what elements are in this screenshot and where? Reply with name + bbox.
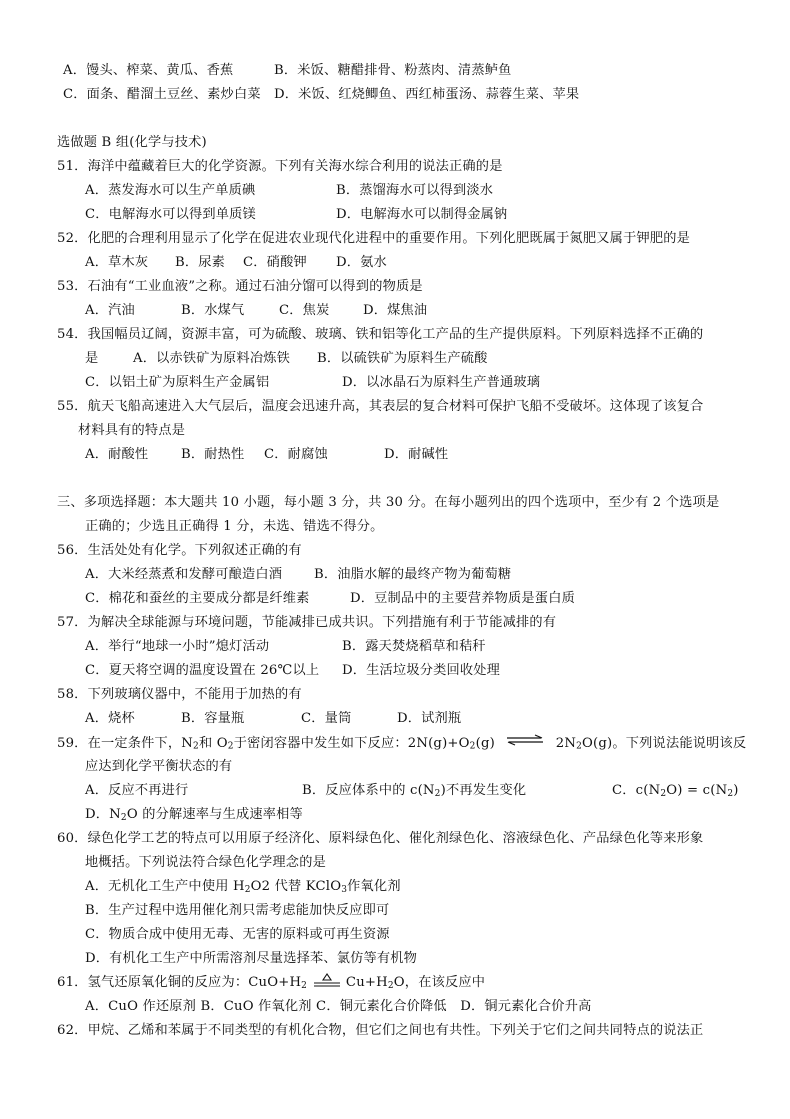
q53-stem: 53．石油有“工业血液”之称。通过石油分馏可以得到的物质是 [57, 279, 423, 294]
q62-stem: 62．甲烷、乙烯和苯属于不同类型的有机化合物，但它们之间也有共性。下列关于它们之间共同特点的说法正 [57, 1023, 704, 1038]
subscript: 2 [660, 789, 667, 799]
heat-condition-icon [312, 975, 342, 991]
q59-option-d-text: D．N [85, 807, 121, 822]
q56-stem: 56．生活处处有化学。下列叙述正确的有 [57, 543, 302, 558]
q58-option-c: C．量筒 [301, 711, 352, 726]
q59-option-a: A．反应不再进行 [85, 783, 189, 798]
q52-option-a: A．草木灰 [85, 255, 149, 270]
q59-option-b-text: )不再发生变化 [440, 783, 527, 798]
q59-option-c-text: O) = c(N [666, 783, 728, 798]
q55-option-b: B．耐热性 [181, 447, 245, 462]
q54-option-c: C．以铝土矿为原料生产金属铝 [85, 375, 270, 390]
option-b: B．米饭、糖醋排骨、粉蒸肉、清蒸鲈鱼 [274, 63, 512, 78]
q56-option-b: B．油脂水解的最终产物为葡萄糖 [314, 567, 512, 582]
q59-stem-part: 2N [555, 735, 577, 751]
q59-option-b-text: B．反应体系中的 c(N [302, 783, 435, 798]
subscript: 2 [244, 885, 251, 895]
q53-option-a: A．汽油 [85, 303, 135, 318]
q60-option-c: C．物质合成中使用无毒、无害的原料或可再生资源 [85, 927, 390, 942]
q60-stem: 60．绿色化学工艺的特点可以用原子经济化、原料绿色化、催化剂绿色化、溶液绿色化、产品绿色化等来形象 [57, 831, 704, 846]
q58-stem: 58．下列玻璃仪器中，不能用于加热的有 [57, 687, 302, 702]
q59-option-c-text: C．c(N [612, 783, 661, 798]
q51-option-b: B．蒸馏海水可以得到淡水 [336, 183, 494, 198]
q57-option-b: B．露天焚烧稻草和秸秆 [342, 639, 486, 654]
q59-option-d-text: O 的分解速率与生成速率相等 [126, 807, 303, 822]
q59-stem-part: (g) [475, 735, 495, 751]
q59-stem [57, 733, 746, 754]
q52-option-d: D．氨水 [336, 255, 387, 270]
subscript: 2 [227, 741, 234, 752]
q54-stem: 54．我国幅员辽阔，资源丰富，可为硫酸、玻璃、铁和铝等化工产品的生产提供原料。下列原料选择不正确的 [57, 327, 704, 342]
q57-option-c: C．夏天将空调的温度设置在 26℃以上 [85, 663, 320, 678]
subscript: 2 [387, 981, 394, 991]
q59-stem-part: 59．在一定条件下，N [57, 735, 194, 751]
subscript: 2 [727, 789, 734, 799]
q59-option-c-text: ) [733, 783, 739, 798]
q60-option-a [85, 877, 401, 897]
q51-option-d: D．电解海水可以制得金属钠 [336, 207, 508, 222]
q59-stem-continued: 应达到化学平衡状态的有 [85, 759, 233, 774]
q59-option-d [85, 805, 303, 825]
q60-option-d: D．有机化工生产中所需溶剂尽量选择苯、氯仿等有机物 [85, 951, 418, 966]
subscript: 2 [576, 741, 583, 752]
q54-option-b: B．以硫铁矿为原料生产硫酸 [317, 351, 488, 366]
q55-option-d: D．耐碱性 [384, 447, 449, 462]
subscript: 2 [120, 813, 127, 823]
q60-option-a-text: A．无机化工生产中使用 H [85, 879, 245, 894]
q60-option-a-text: O2 代替 KClO [250, 879, 342, 894]
q60-stem-continued: 地概括。下列说法符合绿色化学理念的是 [85, 855, 326, 870]
q58-option-d: D．试剂瓶 [397, 711, 462, 726]
q53-option-b: B．水煤气 [181, 303, 245, 318]
q61-stem-part: Cu+H [345, 975, 388, 990]
q58-option-b: B．容量瓶 [181, 711, 245, 726]
q59-stem-part: (g)+O [428, 735, 470, 751]
q57-option-d: D．生活垃圾分类回收处理 [342, 663, 501, 678]
q51-option-c: C．电解海水可以得到单质镁 [85, 207, 256, 222]
option-c: C．面条、醋溜土豆丝、素炒白菜 [63, 87, 261, 102]
q54-option-d: D．以冰晶石为原料生产普通玻璃 [342, 375, 541, 390]
q53-option-c: C．焦炭 [279, 303, 330, 318]
reversible-arrow-icon [505, 733, 545, 753]
q59-option-c [612, 781, 739, 801]
q61-stem-part: 61．氢气还原氧化铜的反应为：CuO+H [57, 975, 302, 990]
q51-stem: 51．海洋中蕴藏着巨大的化学资源。下列有关海水综合利用的说法正确的是 [57, 159, 503, 174]
q61-options: A．CuO 作还原剂 B．CuO 作氧化剂 C．铜元素化合价降低 D．铜元素化合价升高 [85, 999, 592, 1014]
q56-option-a: A．大米经蒸煮和发酵可酿造白酒 [85, 567, 283, 582]
q52-option-c: C．硝酸钾 [243, 255, 307, 270]
option-d: D．米饭、红烧鲫鱼、西红柿蛋汤、蒜蓉生菜、苹果 [274, 87, 580, 102]
section-3-heading-continued: 正确的；少选且正确得 1 分，未选、错选不得分。 [85, 519, 384, 534]
q51-option-a: A．蒸发海水可以生产单质碘 [85, 183, 256, 198]
q57-stem: 57．为解决全球能源与环境问题，节能减排已成共识。下列措施有利于节能减排的有 [57, 615, 557, 630]
q54-option-a: A．以赤铁矿为原料冶炼铁 [133, 351, 290, 366]
q60-option-a-text: 作氧化剂 [347, 879, 401, 894]
q59-stem-part: O(g)。下列说法能说明该反 [582, 735, 747, 751]
q52-option-b: B．尿素 [175, 255, 226, 270]
q59-stem-part: 和 O [198, 735, 228, 751]
subscript: 2 [193, 741, 199, 752]
q60-option-b: B．生产过程中选用催化剂只需考虑能加快反应即可 [85, 903, 390, 918]
q61-stem [57, 973, 485, 993]
section-3-heading: 三、多项选择题：本大题共 10 小题，每小题 3 分，共 30 分。在每小题列出的四个选项中，至少有 2 个选项是 [57, 495, 720, 510]
subscript: 2 [434, 789, 441, 799]
q61-stem-part: O，在该反应中 [393, 975, 486, 990]
group-b-title: 选做题 B 组(化学与技术) [57, 135, 207, 150]
q54-stem-tail: 是 [85, 351, 99, 366]
option-a: A．馒头、榨菜、黄瓜、香蕉 [63, 63, 234, 78]
q55-stem: 55．航天飞船高速进入大气层后，温度会迅速升高，其表层的复合材料可保护飞船不受破坏。这体现了该复合 [57, 399, 704, 414]
subscript: 3 [341, 885, 348, 895]
q55-option-c: C．耐腐蚀 [264, 447, 328, 462]
q53-option-d: D．煤焦油 [363, 303, 428, 318]
q52-stem: 52．化肥的合理利用显示了化学在促进农业现代化进程中的重要作用。下列化肥既属于氮肥又属于钾肥的是 [57, 231, 691, 246]
q56-option-c: C．棉花和蚕丝的主要成分都是纤维素 [85, 591, 310, 606]
subscript: 2 [469, 741, 476, 752]
q59-option-b [302, 781, 526, 801]
subscript: 2 [301, 981, 308, 991]
q59-stem-part: 于密闭容器中发生如下反应：2N [233, 735, 429, 751]
q55-option-a: A．耐酸性 [85, 447, 149, 462]
q55-stem-continued: 材料具有的特点是 [78, 423, 186, 438]
q58-option-a: A．烧杯 [85, 711, 135, 726]
q56-option-d: D．豆制品中的主要营养物质是蛋白质 [350, 591, 575, 606]
q57-option-a: A．举行“地球一小时”熄灯活动 [85, 639, 270, 654]
